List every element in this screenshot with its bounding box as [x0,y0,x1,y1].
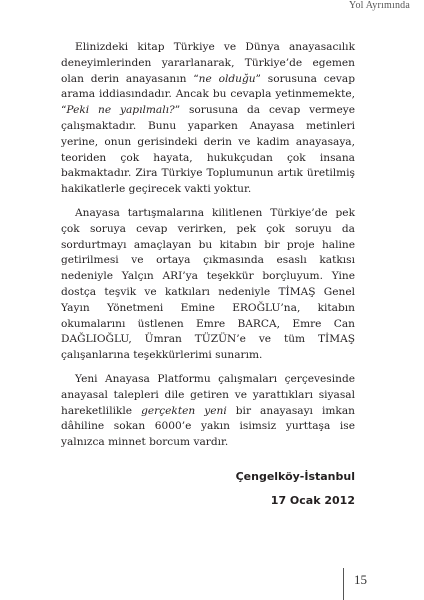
paragraph-1 [61,40,355,198]
paragraph-1-italic-peki-ne-yapilmali: Peki ne yapılmalı? [66,104,175,117]
paragraph-1-segment-1: Elinizdeki kitap Türkiye ve Dünya anayasacılık deneyimlerinden yararlanarak, Türkiye’de egemen olan derin anayasanın “ [61,41,355,85]
paragraph-1-segment-3: ” sorusuna cevap arama iddiasındadır. Ancak bu cevapla yetinmemekte, “ [61,72,355,117]
paragraph-3-segment-1: Yeni Anayasa Platformu çalışmaları çerçevesinde anayasal talepleri dile getiren ve yarattıkları siyasal hareketlilikle [61,372,355,417]
signoff-date: 17 Ocak 2012 [270,494,355,507]
paragraph-1-italic-ne-oldugu: ne olduğu [198,72,256,85]
running-header: Yol Ayrımında [349,0,410,11]
page-number-rule [343,568,344,600]
body-text [61,40,355,459]
signoff-place: Çengelköy-İstanbul [235,470,355,483]
paragraph-3-italic-gercekten-yeni: gerçekten yeni [141,404,227,417]
paragraph-2-segment-1: Anayasa tartışmalarına kilitlenen Türkiye’de pek çok soruya cevap verirken, pek çok soruyu da sordurtmayı amaçlayan bu kitabın bir proje haline getirilmesi ve ortaya çıkmasında esaslı katkısı nedeniyle Yalçın ARI’ya teşekkür borçluyum. Yine dostça teşvik ve katkıları nedeniyle TİMAŞ Genel Yayın Yönetmeni Emine EROĞLU’na, kitabın okumalarını üstlenen Emre BARCA, Emre Can DAĞLIOĞLU, Ümran TÜZÜN’e ve tüm TİMAŞ çalışanlarına teşekkürlerimi sunarım. [61,206,355,362]
page-number: 15 [354,572,367,587]
paragraph-2 [61,206,355,364]
paragraph-3 [61,372,355,451]
paragraph-1-segment-5: ” sorusuna da cevap vermeye çalışmaktadır. Bunu yaparken Anayasa metinleri yerine, onun gerisindeki derin ve kadim anayasaya, teoriden çok hayata, hukukçudan çok insana bakmaktadır. Zira Türkiye Toplumunun artık üretilmiş hakikatlerle geçirecek vakti yoktur. [61,104,355,196]
paragraph-3-segment-3: bir anayasayı imkan dâhiline sokan 6000’e yakın isimsiz yurttaşa ise yalnızca minnet borcum vardır. [61,404,355,449]
signoff [236,465,355,513]
